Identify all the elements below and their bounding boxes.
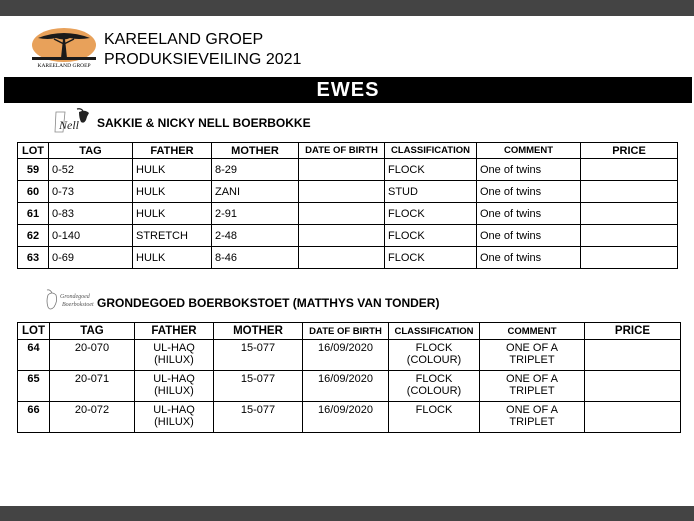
col-comment: COMMENT: [480, 323, 585, 340]
col-lot: LOT: [18, 143, 49, 159]
table-row: [18, 371, 681, 402]
col-date-of-birth: DATE OF BIRTH: [299, 143, 385, 159]
org-name: KAREELAND GROEP: [104, 31, 264, 48]
cell-father: HULK: [133, 247, 212, 269]
col-tag: TAG: [50, 323, 135, 340]
cell-price: [581, 181, 678, 203]
cell-tag: 20-072: [50, 402, 135, 433]
cell-mother: 15-077: [214, 371, 303, 402]
col-price: PRICE: [581, 143, 678, 159]
cell-comment: One of twins: [477, 203, 581, 225]
acacia-tree-logo-icon: [30, 26, 98, 68]
table-header-row: [18, 323, 681, 340]
cell-price: [581, 247, 678, 269]
cell-tag: 0-83: [49, 203, 133, 225]
cell-price: [581, 225, 678, 247]
nell-logo-text: Nell: [59, 118, 79, 132]
cell-dob: 16/09/2020: [303, 371, 389, 402]
cell-dob: [299, 159, 385, 181]
col-father: FATHER: [135, 323, 214, 340]
cell-comment: One of twins: [477, 247, 581, 269]
cell-mother: 2-48: [212, 225, 299, 247]
table-header-row: [18, 143, 678, 159]
col-price: PRICE: [585, 323, 681, 340]
catalogue-page: [0, 16, 694, 506]
cell-tag: 20-070: [50, 340, 135, 371]
table-row: [18, 181, 678, 203]
goat-head-logo-icon: [53, 108, 93, 134]
grondegoed-logo: [44, 287, 94, 322]
logo-caption: KAREELAND GROEP: [37, 63, 91, 68]
cell-father: HULK: [133, 203, 212, 225]
lots-table-grondegoed: [17, 322, 681, 433]
cell-father: UL-HAQ (HILUX): [135, 371, 214, 402]
cell-dob: [299, 225, 385, 247]
cell-dob: 16/09/2020: [303, 340, 389, 371]
col-classification: CLASSIFICATION: [385, 143, 477, 159]
cell-lot: 66: [18, 402, 50, 433]
cell-comment: ONE OF A TRIPLET: [480, 402, 585, 433]
cell-price: [585, 340, 681, 371]
cell-comment: ONE OF A TRIPLET: [480, 340, 585, 371]
cell-classification: FLOCK: [385, 159, 477, 181]
cell-father: UL-HAQ (HILUX): [135, 402, 214, 433]
cell-mother: 15-077: [214, 402, 303, 433]
table-row: [18, 225, 678, 247]
cell-dob: [299, 181, 385, 203]
cell-dob: 16/09/2020: [303, 402, 389, 433]
cell-comment: One of twins: [477, 159, 581, 181]
grondegoed-logo-text-1: Grondegoed: [60, 294, 90, 300]
lots-table-nell: [17, 142, 678, 269]
cell-tag: 0-140: [49, 225, 133, 247]
cell-classification: FLOCK: [389, 402, 480, 433]
col-lot: LOT: [18, 323, 50, 340]
col-mother: MOTHER: [214, 323, 303, 340]
table-row: [18, 340, 681, 371]
col-classification: CLASSIFICATION: [389, 323, 480, 340]
cell-tag: 20-071: [50, 371, 135, 402]
cell-mother: 8-29: [212, 159, 299, 181]
table-row: [18, 247, 678, 269]
cell-price: [585, 402, 681, 433]
col-mother: MOTHER: [212, 143, 299, 159]
cell-classification: FLOCK: [385, 247, 477, 269]
cell-father: STRETCH: [133, 225, 212, 247]
cell-lot: 62: [18, 225, 49, 247]
table-row: [18, 402, 681, 433]
cell-tag: 0-69: [49, 247, 133, 269]
bottom-frame-bar: [0, 506, 694, 521]
cell-mother: 2-91: [212, 203, 299, 225]
cell-price: [581, 159, 678, 181]
grondegoed-logo-text-2: Boerbokstoet: [62, 302, 94, 308]
table-row: [18, 159, 678, 181]
cell-comment: ONE OF A TRIPLET: [480, 371, 585, 402]
cell-father: UL-HAQ (HILUX): [135, 340, 214, 371]
cell-dob: [299, 203, 385, 225]
col-tag: TAG: [49, 143, 133, 159]
cell-tag: 0-73: [49, 181, 133, 203]
cell-tag: 0-52: [49, 159, 133, 181]
cell-classification: STUD: [385, 181, 477, 203]
goat-sketch-logo-icon: [44, 287, 94, 317]
auction-name: PRODUKSIEVEILING 2021: [104, 51, 302, 68]
col-comment: COMMENT: [477, 143, 581, 159]
cell-lot: 59: [18, 159, 49, 181]
cell-comment: One of twins: [477, 225, 581, 247]
category-banner: EWES: [4, 77, 692, 103]
cell-classification: FLOCK: [385, 225, 477, 247]
cell-father: HULK: [133, 181, 212, 203]
cell-classification: FLOCK (COLOUR): [389, 340, 480, 371]
cell-mother: 15-077: [214, 340, 303, 371]
cell-mother: 8-46: [212, 247, 299, 269]
cell-father: HULK: [133, 159, 212, 181]
cell-classification: FLOCK (COLOUR): [389, 371, 480, 402]
cell-lot: 60: [18, 181, 49, 203]
org-heading: [104, 30, 301, 70]
cell-price: [581, 203, 678, 225]
nell-logo: [53, 108, 93, 139]
cell-classification: FLOCK: [385, 203, 477, 225]
col-date-of-birth: DATE OF BIRTH: [303, 323, 389, 340]
cell-lot: 61: [18, 203, 49, 225]
seller-name-nell: SAKKIE & NICKY NELL BOERBOKKE: [97, 116, 311, 130]
cell-lot: 65: [18, 371, 50, 402]
cell-comment: One of twins: [477, 181, 581, 203]
cell-lot: 63: [18, 247, 49, 269]
seller-name-grondegoed: GRONDEGOED BOERBOKSTOET (MATTHYS VAN TONDER): [97, 296, 440, 310]
cell-mother: ZANI: [212, 181, 299, 203]
cell-price: [585, 371, 681, 402]
table-row: [18, 203, 678, 225]
cell-dob: [299, 247, 385, 269]
col-father: FATHER: [133, 143, 212, 159]
cell-lot: 64: [18, 340, 50, 371]
kareeland-logo: [30, 26, 98, 68]
